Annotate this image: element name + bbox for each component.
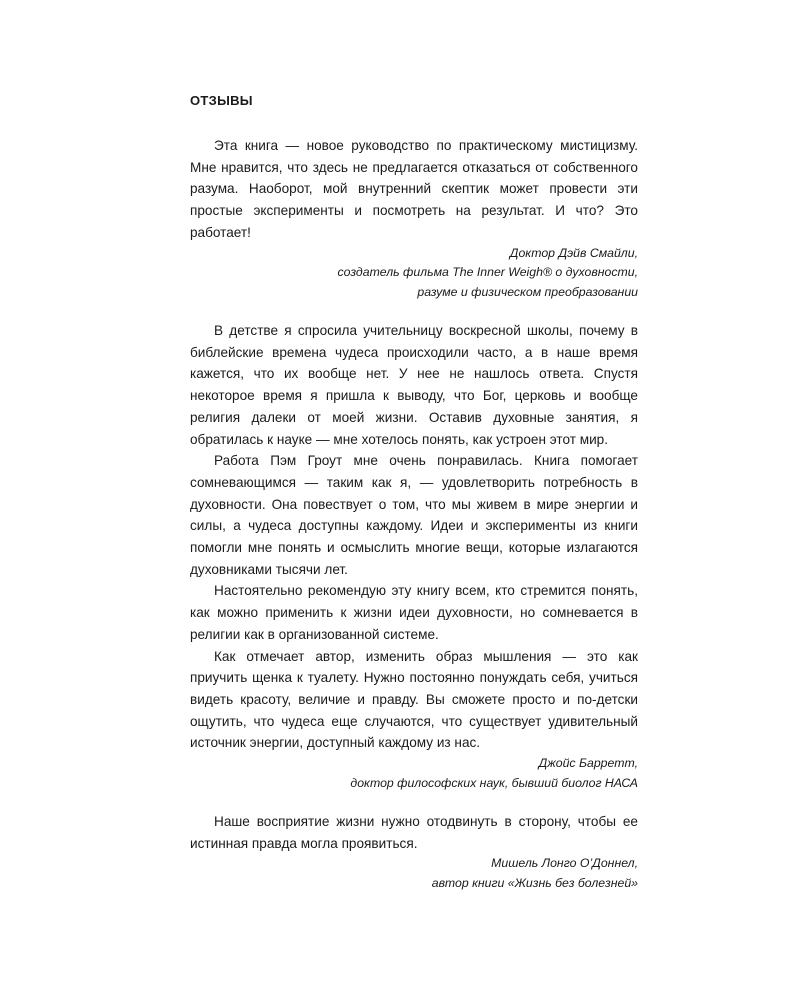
review-2-paragraph-2: Работа Пэм Гроут мне очень понравилась. Книга помогает сомневающимся — таким как я, — удовлетворить потребность в духовности. Она повествует о том, что мы живем в мире энергии и силы, а чудеса доступны каждому. Идеи и эксперименты из книги помогли мне понять и осмыслить многие вещи, которые излагаются духовниками тысячи лет. [190, 453, 638, 577]
page [190, 93, 638, 893]
review-2 [190, 320, 638, 793]
review-2-paragraph-4: Как отмечает автор, изменить образ мышления — это как приучить щенка к туалету. Нужно постоянно понуждать себя, учиться видеть красоту, величие и правду. Вы сможете просто и по-детски ощутить, что чудеса еще случаются, что существует удивительный источник энергии, доступный каждому из нас. [190, 648, 638, 751]
review-2-author-title: доктор философских наук, бывший биолог НАСА [350, 775, 638, 790]
review-3-author-title: автор книги «Жизнь без болезней» [431, 875, 638, 890]
review-3 [190, 811, 638, 893]
spacer [190, 302, 638, 320]
review-1 [190, 135, 638, 302]
review-2-author: Джойс Барретт, [538, 756, 638, 771]
page-heading: ОТЗЫВЫ [190, 93, 253, 108]
spacer [190, 793, 638, 811]
review-3-author: Мишель Лонго О’Доннел, [491, 856, 638, 871]
review-1-author-title-line-2: разуме и физическом преобразовании [417, 284, 638, 299]
review-1-paragraph-1: Эта книга — новое руководство по практическому мистицизму. Мне нравится, что здесь не предлагается отказаться от собственного разума. Наоборот, мой внутренний скептик может провести эти простые эксперименты и посмотреть на результат. И что? Это работает! [190, 138, 638, 240]
review-1-author-title-line-1: создатель фильма The Inner Weigh® о духовности, [337, 265, 638, 280]
review-2-paragraph-3: Настоятельно рекомендую эту книгу всем, кто стремится понять, как можно применить к жизни идеи духовности, но сомневается в религии как в организованной системе. [190, 583, 638, 642]
review-2-paragraph-1: В детстве я спросила учительницу воскресной школы, почему в библейские времена чудеса происходили часто, а в наше время кажется, что их вообще нет. У нее не нашлось ответа. Спустя некоторое время я пришла к выводу, что Бог, церковь и вообще религия далеки от моей жизни. Оставив духовные занятия, я обратилась к науке — мне хотелось понять, как устроен этот мир. [190, 323, 638, 447]
review-3-paragraph-1: Наше восприятие жизни нужно отодвинуть в сторону, чтобы ее истинная правда могла проявиться. [190, 814, 638, 851]
review-1-author: Доктор Дэйв Смайли, [509, 245, 638, 260]
